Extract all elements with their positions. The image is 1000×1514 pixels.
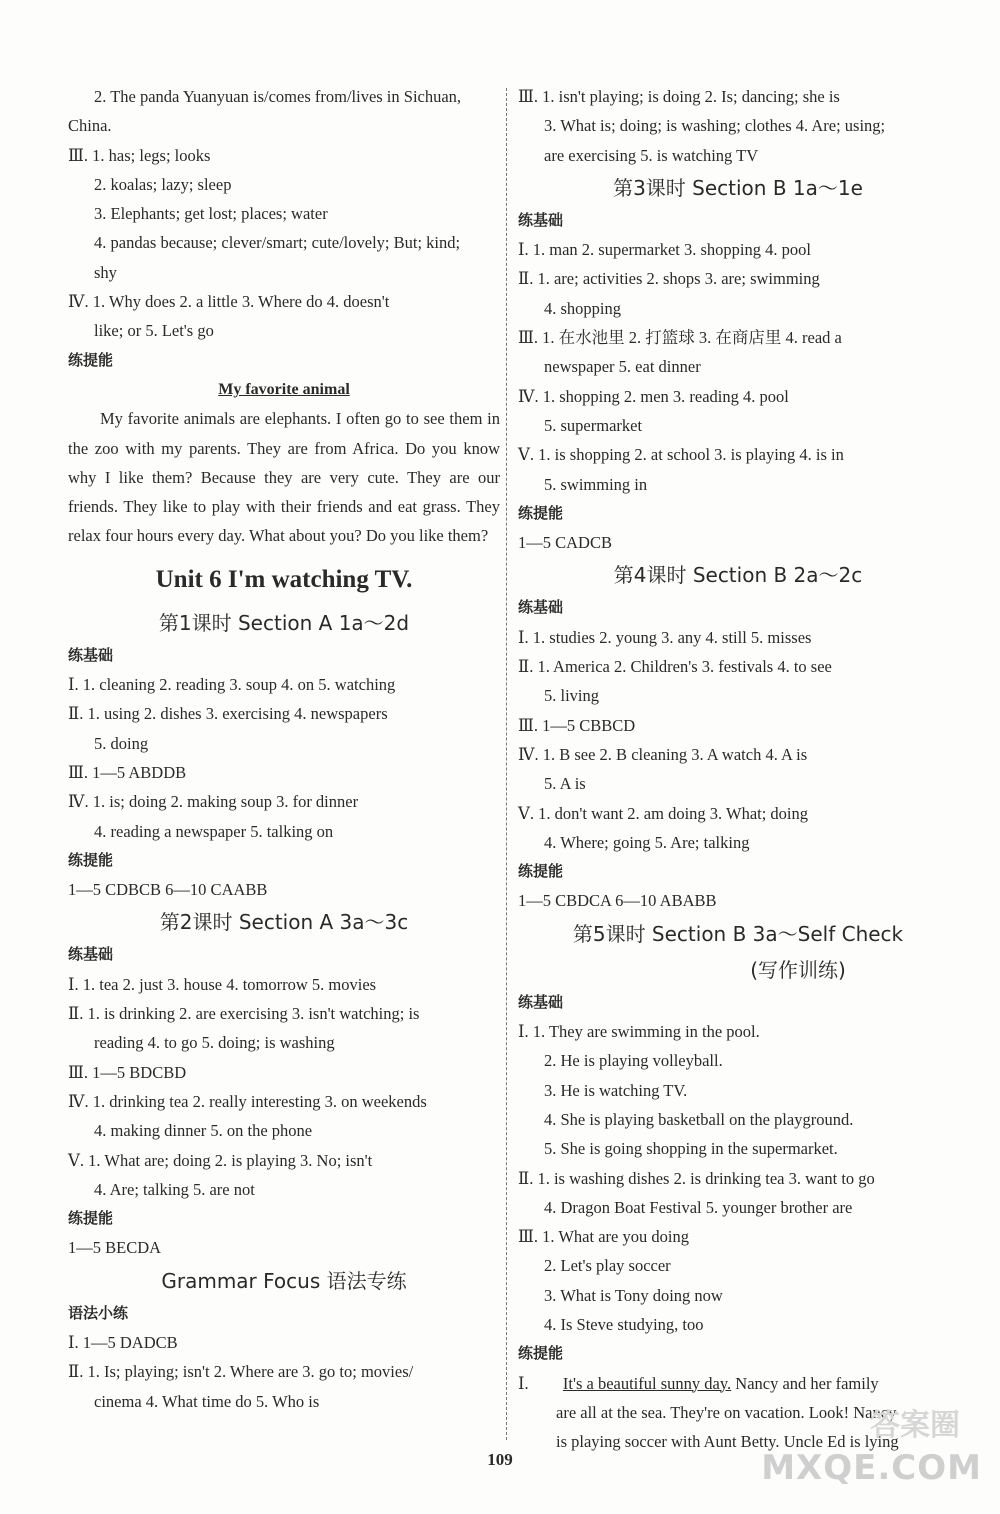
answer-line: 3. What is Tony doing now xyxy=(544,1285,723,1305)
answer-line: 1—5 CDBCB 6—10 CAABB xyxy=(68,880,268,900)
section-label-grammar: 语法小练 xyxy=(68,1303,129,1322)
answer-line: reading 4. to go 5. doing; is washing xyxy=(94,1033,335,1053)
essay-line xyxy=(518,1369,958,1398)
answer-line: Ⅰ. 1. studies 2. young 3. any 4. still 5. misses xyxy=(518,627,812,647)
essay-line: are all at the sea. They're on vacation. Look! Nancy xyxy=(556,1402,897,1422)
answer-line: Ⅴ. 1. What are; doing 2. is playing 3. No; isn't xyxy=(68,1150,373,1170)
answer-line: like; or 5. Let's go xyxy=(94,321,214,341)
section-label-tineng: 练提能 xyxy=(518,862,564,881)
answer-line: Ⅱ. 1. America 2. Children's 3. festivals 4. to see xyxy=(518,657,832,677)
answer-line: 4. making dinner 5. on the phone xyxy=(94,1121,313,1141)
section-label-jichu: 练基础 xyxy=(518,598,564,617)
answer-line: Ⅳ. 1. is; doing 2. making soup 3. for dinner xyxy=(68,792,359,812)
answer-line: 3. Elephants; get lost; places; water xyxy=(94,204,328,224)
answer-line: 4. Dragon Boat Festival 5. younger brother are xyxy=(544,1197,853,1217)
unit-title: Unit 6 I'm watching TV. xyxy=(155,565,413,593)
answer-line: 3. What is; doing; is washing; clothes 4. Are; using; xyxy=(544,116,886,136)
answer-line: are exercising 5. is watching TV xyxy=(544,145,759,165)
answer-line: 4. shopping xyxy=(544,298,622,318)
page-number: 109 xyxy=(487,1450,513,1469)
section-label-tineng: 练提能 xyxy=(68,350,114,369)
answer-line: Ⅲ. 1. 在水池里 2. 打篮球 3. 在商店里 4. read a xyxy=(518,328,842,348)
answer-line: 1—5 BECDA xyxy=(68,1238,162,1258)
section-label-tineng: 练提能 xyxy=(518,503,564,522)
section-label-jichu: 练基础 xyxy=(68,645,114,664)
lesson-title: 第4课时 Section B 2a～2c xyxy=(613,563,863,588)
answer-line: Ⅴ. 1. don't want 2. am doing 3. What; doing xyxy=(518,803,809,823)
answer-line: 2. He is playing volleyball. xyxy=(544,1051,723,1071)
answer-line: 5. She is going shopping in the supermarket. xyxy=(544,1139,838,1159)
answer-line: Ⅲ. 1—5 CBBCD xyxy=(518,715,636,735)
answer-line: Ⅲ. 1. What are you doing xyxy=(518,1227,689,1247)
lesson-title: 第5课时 Section B 3a～Self Check xyxy=(572,921,904,946)
answer-line: 4. reading a newspaper 5. talking on xyxy=(94,821,334,841)
answer-line: China. xyxy=(68,116,112,136)
answer-line: Ⅲ. 1—5 BDCBD xyxy=(68,1062,187,1082)
right-column xyxy=(518,82,958,1456)
answer-line: Ⅳ. 1. shopping 2. men 3. reading 4. pool xyxy=(518,386,789,406)
watermark-logo: 答案圈 xyxy=(870,1408,960,1443)
answer-line: Ⅰ. 1—5 DADCB xyxy=(68,1332,178,1352)
answer-line: 1—5 CBDCA 6—10 ABABB xyxy=(518,891,717,911)
answer-line: 5. A is xyxy=(544,774,586,794)
answer-line: 4. Where; going 5. Are; talking xyxy=(544,832,750,852)
answer-line: Ⅲ. 1. isn't playing; is doing 2. Is; dancing; she is xyxy=(518,87,840,106)
grammar-title: Grammar Focus 语法专练 xyxy=(161,1268,407,1293)
answer-line: Ⅱ. 1. Is; playing; isn't 2. Where are 3. go to; movies/ xyxy=(68,1362,414,1382)
section-label-tineng: 练提能 xyxy=(518,1344,564,1363)
essay-text: My favorite animals are elephants. I often go to see them in the zoo with my parents. They are from Africa. Do you know why I like them? Because they are very cute. They are our friends. They like to play with their friends and eat grass. They relax four hours every day. What about you? Do you like them? xyxy=(68,409,500,546)
essay-title: My favorite animal xyxy=(218,380,350,398)
section-label-jichu: 练基础 xyxy=(518,210,564,229)
lesson-title: 第1课时 Section A 1a～2d xyxy=(158,610,410,635)
essay-text: Nancy and her family xyxy=(731,1373,879,1393)
answer-line: shy xyxy=(94,262,117,282)
lesson-subtitle: (写作训练) xyxy=(750,957,846,982)
answer-line: 2. The panda Yuanyuan is/comes from/lives in Sichuan, xyxy=(94,87,462,106)
answer-line: Ⅳ. 1. Why does 2. a little 3. Where do 4. doesn't xyxy=(68,292,390,312)
answer-line: 3. He is watching TV. xyxy=(544,1080,688,1100)
answer-line: Ⅰ. 1. They are swimming in the pool. xyxy=(518,1022,760,1042)
section-label-tineng: 练提能 xyxy=(68,850,114,869)
answer-line: 2. koalas; lazy; sleep xyxy=(94,174,232,194)
lesson-title: 第3课时 Section B 1a～1e xyxy=(613,175,863,200)
column-divider xyxy=(506,88,507,1440)
section-label-jichu: 练基础 xyxy=(68,945,114,964)
answer-line: Ⅰ. 1. cleaning 2. reading 3. soup 4. on 5. watching xyxy=(68,675,396,695)
answer-line: Ⅰ. 1. man 2. supermarket 3. shopping 4. pool xyxy=(518,240,811,260)
watermark: MXQE.COM xyxy=(761,1448,982,1488)
answer-line: 5. living xyxy=(544,686,600,706)
answer-line: Ⅲ. 1—5 ABDDB xyxy=(68,762,187,782)
lesson-title: 第2课时 Section A 3a～3c xyxy=(159,910,409,935)
answer-line: 5. doing xyxy=(94,733,149,753)
essay-underlined-sentence: It's a beautiful sunny day. xyxy=(562,1373,732,1393)
answer-line: Ⅱ. 1. is washing dishes 2. is drinking tea 3. want to go xyxy=(518,1168,875,1188)
answer-line: 5. supermarket xyxy=(544,415,643,435)
answer-line: 5. swimming in xyxy=(544,474,648,494)
answer-line: Ⅲ. 1. has; legs; looks xyxy=(68,145,211,165)
answer-line: Ⅳ. 1. B see 2. B cleaning 3. A watch 4. A is xyxy=(518,744,808,764)
answer-line: Ⅱ. 1. is drinking 2. are exercising 3. isn't watching; is xyxy=(68,1004,420,1024)
answer-line: 2. Let's play soccer xyxy=(544,1256,671,1276)
answer-line: newspaper 5. eat dinner xyxy=(544,357,701,377)
answer-line: 4. Is Steve studying, too xyxy=(544,1314,704,1334)
answer-line: Ⅱ. 1. are; activities 2. shops 3. are; swimming xyxy=(518,269,820,289)
answer-line: cinema 4. What time do 5. Who is xyxy=(94,1391,320,1411)
answer-line: Ⅱ. 1. using 2. dishes 3. exercising 4. newspapers xyxy=(68,704,388,724)
answer-line: 4. Are; talking 5. are not xyxy=(94,1179,255,1199)
answer-line: 4. pandas because; clever/smart; cute/lovely; But; kind; xyxy=(94,233,461,253)
essay-label: Ⅰ. xyxy=(518,1373,529,1393)
answer-line: 1—5 CADCB xyxy=(518,533,612,553)
section-label-tineng: 练提能 xyxy=(68,1209,114,1228)
left-column xyxy=(68,82,500,1416)
essay-line: is playing soccer with Aunt Betty. Uncle Ed is lying xyxy=(556,1432,899,1452)
answer-line: Ⅰ. 1. tea 2. just 3. house 4. tomorrow 5. movies xyxy=(68,974,377,994)
answer-line: 4. She is playing basketball on the playground. xyxy=(544,1109,854,1129)
section-label-jichu: 练基础 xyxy=(518,992,564,1011)
answer-line: Ⅴ. 1. is shopping 2. at school 3. is playing 4. is in xyxy=(518,445,844,465)
answer-line: Ⅳ. 1. drinking tea 2. really interesting 3. on weekends xyxy=(68,1091,427,1111)
